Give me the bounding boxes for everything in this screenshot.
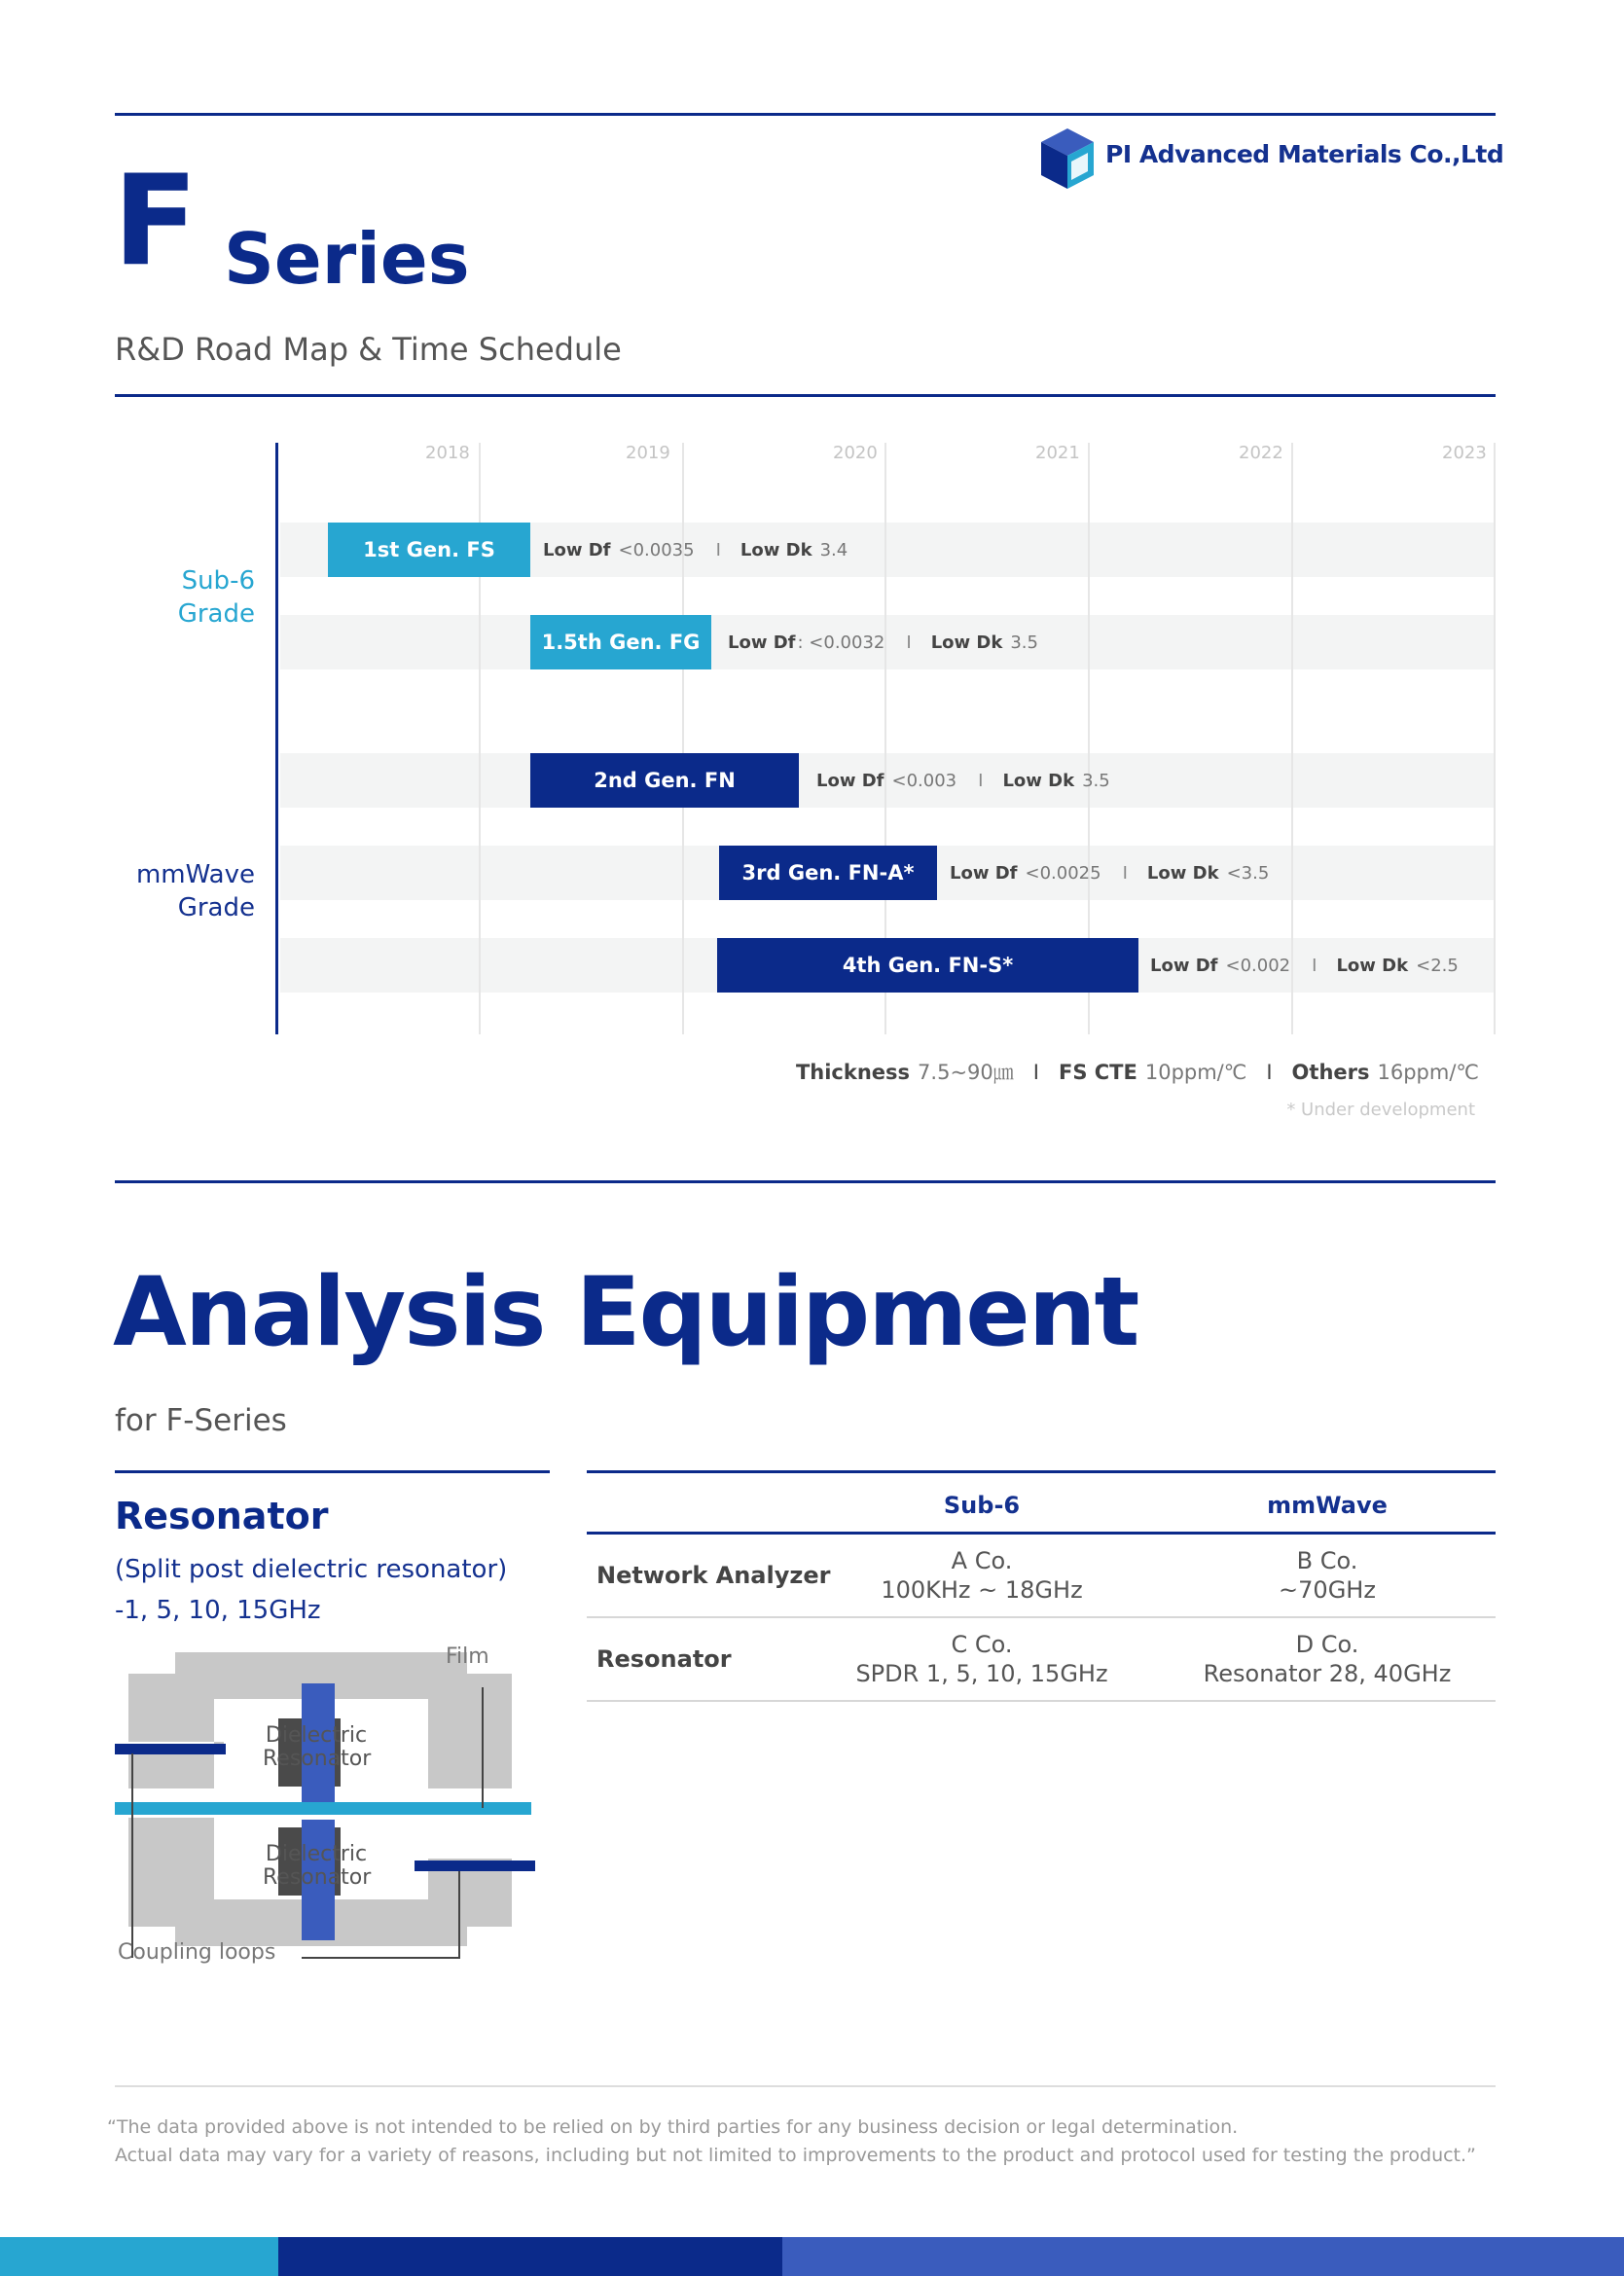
footer-rule (115, 2085, 1496, 2087)
year-label: 2022 (1239, 443, 1283, 463)
diagram-label-line: Dielectric (265, 1723, 368, 1748)
gen-bar-4th: 4th Gen. FN-S* (717, 938, 1138, 993)
cell-line: C Co. (951, 1631, 1013, 1658)
equipment-table (587, 1470, 1496, 1702)
analysis-title: Analysis Equipment (113, 1257, 1138, 1368)
dk-label: Low Dk (740, 539, 812, 560)
df-label: Low Df (728, 632, 796, 653)
material-properties (681, 1057, 1479, 1086)
dk-value: 3.5 (1082, 770, 1110, 791)
prop-separator: I (1032, 1061, 1039, 1084)
series-letter: F (113, 149, 198, 294)
cell-line: ~70GHz (1279, 1576, 1376, 1604)
column-header-mmwave: mmWave (1267, 1492, 1388, 1519)
resonator-diagram (107, 1644, 535, 1975)
others-label: Others (1291, 1061, 1370, 1084)
cell-line: A Co. (951, 1547, 1013, 1574)
development-note: * Under development (1286, 1100, 1475, 1120)
resonator-rule (115, 1470, 550, 1473)
gen-spec-2nd (816, 753, 1112, 808)
gen-bar-1-5th: 1.5th Gen. FG (530, 615, 711, 669)
gen-spec-1-5th (728, 615, 1040, 669)
dk-label: Low Dk (1336, 955, 1409, 976)
table-row (587, 1535, 1496, 1618)
grade-label-mmwave (107, 858, 255, 924)
resonator-desc-line: -1, 5, 10, 15GHz (115, 1596, 321, 1625)
resonator-description (115, 1549, 507, 1631)
analysis-subtitle: for F-Series (115, 1403, 287, 1438)
spec-separator: I (1122, 862, 1128, 884)
disclaimer (107, 2113, 1476, 2170)
cell-sub6 (840, 1546, 1124, 1605)
df-label: Low Df (816, 770, 884, 791)
diagram-label-line: Resonator (263, 1865, 372, 1890)
df-label: Low Df (543, 539, 611, 560)
year-label: 2021 (1035, 443, 1080, 463)
footer-bar-cyan (0, 2237, 278, 2276)
resonator-heading: Resonator (115, 1495, 329, 1537)
prop-separator: I (1266, 1061, 1273, 1084)
grade-line: Grade (177, 893, 255, 922)
dk-value: 3.4 (819, 539, 848, 560)
df-value: : <0.0032 (797, 632, 885, 653)
gridline (1494, 443, 1496, 1034)
cell-line: D Co. (1295, 1631, 1359, 1658)
gen-spec-3rd (950, 846, 1271, 900)
gen-bar-2nd: 2nd Gen. FN (530, 753, 799, 808)
column-header-sub6: Sub-6 (943, 1492, 1021, 1519)
chart-axis (275, 443, 278, 1034)
fs-cte-label: FS CTE (1058, 1061, 1137, 1084)
disclaimer-line: “The data provided above is not intended to be relied on by third parties for any business decision or legal determination. (107, 2116, 1239, 2138)
coupling-loops-label: Coupling loops (118, 1940, 276, 1965)
df-label: Low Df (950, 862, 1018, 884)
others-value: 16ppm/℃ (1377, 1061, 1479, 1084)
dk-value: <3.5 (1226, 862, 1270, 884)
cell-sub6 (840, 1630, 1124, 1688)
grade-line: Grade (177, 599, 255, 629)
df-value: <0.0035 (618, 539, 695, 560)
cell-line: Resonator 28, 40GHz (1203, 1660, 1452, 1687)
footer-bar-blue (782, 2237, 1624, 2276)
grade-line: mmWave (135, 860, 255, 889)
spec-separator: I (715, 539, 721, 560)
cell-line: 100KHz ~ 18GHz (881, 1576, 1083, 1604)
gen-bar-1st: 1st Gen. FS (328, 523, 530, 577)
year-label: 2023 (1442, 443, 1487, 463)
diagram-label-line: Resonator (263, 1747, 372, 1771)
cell-line: SPDR 1, 5, 10, 15GHz (855, 1660, 1108, 1687)
disclaimer-line: Actual data may vary for a variety of reasons, including but not limited to improvements to the product and protocol used for testing the product.” (115, 2145, 1476, 2166)
table-row (587, 1618, 1496, 1702)
df-label: Low Df (1150, 955, 1218, 976)
resonator-desc-line: (Split post dielectric resonator) (115, 1555, 508, 1584)
footer-bar-navy (278, 2237, 782, 2276)
resonator-schematic (107, 1644, 535, 1975)
df-value: <0.0025 (1025, 862, 1101, 884)
df-value: <0.003 (891, 770, 957, 791)
grade-label-sub6 (136, 564, 255, 631)
cell-mmwave (1159, 1546, 1496, 1605)
gen-bar-3rd: 3rd Gen. FN-A* (719, 846, 937, 900)
gen-spec-4th (1150, 938, 1461, 993)
dk-value: <2.5 (1416, 955, 1459, 976)
gen-spec-1st (543, 523, 849, 577)
series-title: Series (224, 218, 470, 300)
cell-mmwave (1159, 1630, 1496, 1688)
dk-label: Low Dk (930, 632, 1003, 653)
fs-cte-value: 10ppm/℃ (1144, 1061, 1247, 1084)
row-name: Network Analyzer (596, 1562, 831, 1589)
dk-label: Low Dk (1002, 770, 1075, 791)
year-label: 2019 (626, 443, 670, 463)
year-label: 2020 (833, 443, 878, 463)
thickness-value: 7.5~90㎛ (918, 1061, 1014, 1084)
dielectric-resonator-label-top (263, 1724, 370, 1771)
roadmap-subtitle: R&D Road Map & Time Schedule (115, 331, 622, 368)
row-name: Resonator (596, 1645, 732, 1673)
spec-separator: I (1312, 955, 1317, 976)
thickness-label: Thickness (795, 1061, 911, 1084)
table-header (587, 1470, 1496, 1535)
dk-value: 3.5 (1010, 632, 1038, 653)
dk-label: Low Dk (1146, 862, 1219, 884)
film-label: Film (446, 1644, 489, 1669)
grade-line: Sub-6 (181, 566, 255, 596)
year-label: 2018 (425, 443, 470, 463)
dielectric-resonator-label-bottom (263, 1843, 370, 1890)
df-value: <0.002 (1225, 955, 1291, 976)
company-name: PI Advanced Materials Co.,Ltd (1105, 140, 1504, 168)
spec-separator: I (978, 770, 984, 791)
cell-line: B Co. (1296, 1547, 1358, 1574)
spec-separator: I (906, 632, 912, 653)
section-rule (115, 1180, 1496, 1183)
diagram-label-line: Dielectric (265, 1842, 368, 1866)
